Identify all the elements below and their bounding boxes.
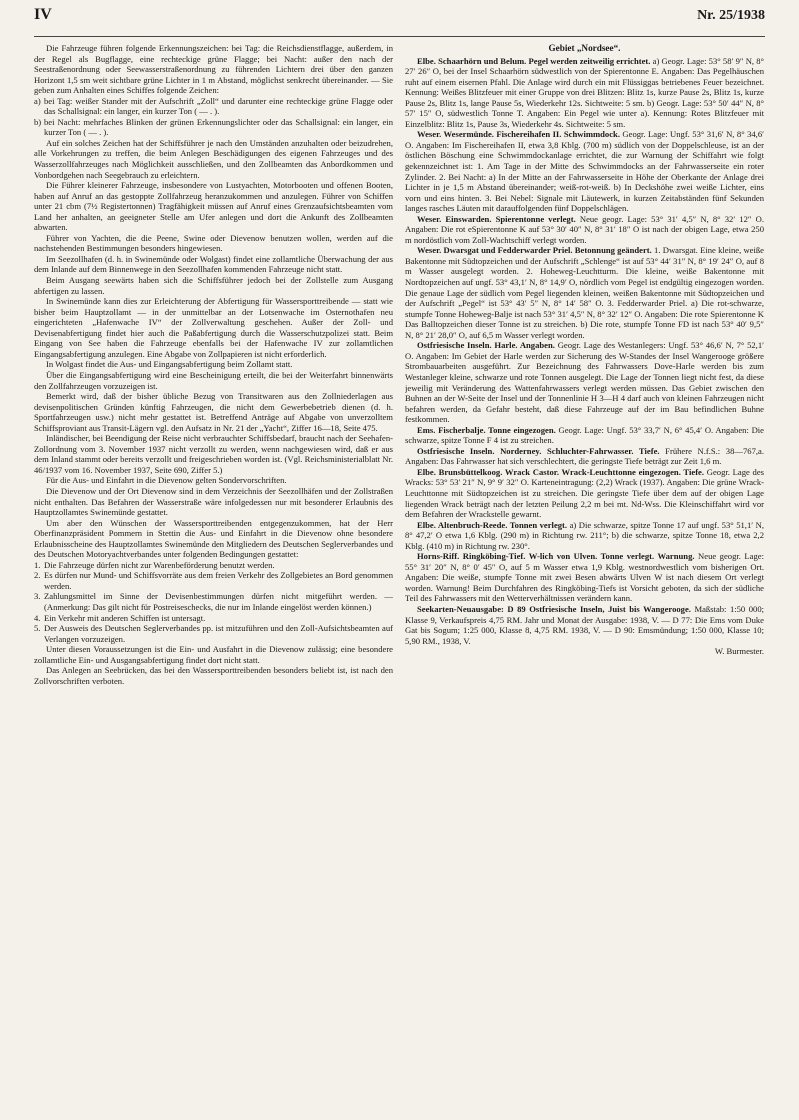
notice-text: Geogr. Lage des Westanlegers: Ungf. 53° 46,6′ N, 7° 52,1′ O. Angaben: Im Gebiet der Harle werden zur Sicherung des W-Standes der Insel Wangerooge größere Strombauarbeiten ausgeführt. Zur Bezeichnung des Fahrwassers Dove-Harle werden bis zum Westanleger kleine, schwarze und rote Tonnen ausgelegt. Die Lage der Tonnen liegt nicht fest, da diese jeweilig mit Veränderung des Wattenfahrwassers verlegt werden müssen. Das Gebiet zwischen den Buhnen an der W-Seite der Insel und der Tonnenlinie H 3—H 4 darf auch von kleinen Fahrzeugen nicht befahren werden, da Gefahr besteht, daß diese Fahrzeuge auf der im Bau befindlichen Buhne festkommen. — [405, 340, 764, 425]
notice-text: Geogr. Lage: Ungf. 53° 33,7′ N, 6° 45,4′ O. Angaben: Die schwarze, spitze Tonne F 4 ist zu streichen. — [405, 424, 764, 446]
left-column — [34, 43, 393, 1118]
paragraph: Die Dievenow und der Ort Dievenow sind in dem Verzeichnis der Seezollhäfen und der Zollstraßen nicht enthalten. Das Befahren der Wasserstraße wäre infolgedessen nur mit besonderer Erlaubnis des Hauptzollamtes Swinemünde gestattet. — [34, 485, 393, 518]
list-item — [34, 96, 393, 117]
notice-entry — [405, 214, 764, 246]
notice-text: a) Geogr. Lage: 53° 58′ 9″ N, 8° 27′ 26″ O, bei der Insel Schaarhörn südwestlich von der Spierentonne E. Angaben: Das Pegelhäuschen ruht auf einem eisernen Pfahl. Die Anlage wird durch ein mit Flüssiggas betriebenes Feuer bezeichnet. Kennung: Weißes Blitzfeuer mit einer Gruppe von drei Blitzen: Blitz 1s, kurze Pause 2s, Blitz 1s, kurze Pause 2s, Blitz 1s, lange Pause 5s, Wiederkehr 12s. Sichtweite: 5 sm. b) Geogr. Lage: 53° 50′ 44″ N, 8° 57′ 15″ O, südwestlich Tonne T. Angaben: Ein Pegel wie unter a). Kennung: Rotes Blitzfeuer mit Einzelblitz: Blitz 1s, Pause 3s, Wiederkehr 4s. Sichtweite: 5 sm. — [405, 55, 764, 129]
notice-entry — [405, 245, 764, 340]
signature: W. Burmester. — [714, 646, 764, 657]
notice-heading: Elbe. Schaarhörn und Belum. Pegel werden zeitweilig errichtet. — [417, 55, 651, 66]
paragraph: Bemerkt wird, daß der bisher übliche Bezug von Transitwaren aus den Zollniederlagen aus devisenpolitischen Gründen künftig Fahrzeugen, die nicht dem Gewerbebetrieb dienen (d. h. Sportfahrzeugen usw.) nicht mehr gestattet ist. Betreffend Anträge auf Abgabe von unverzolltem Schiffsproviant aus Transit-Lägern vgl. den Aufsatz in Nr. 21 der „Yacht“, Ziffer 16—18, Seite 475. — [34, 391, 393, 433]
list-item-label: 3. — [34, 591, 41, 602]
notice-text: Geogr. Lage des Wracks: 53° 53′ 21″ N, 9° 9′ 32″ O. Karteneintragung: (2,2) Wrack (1937). Angaben: Die grüne Wrack-Leuchttonne mit Südtopzeichen ist zu streichen. Die geringste Tiefe über dem auf der obigen Lage liegenden Wrack beträgt nach der letzten Peilung 2,2 m bei mt. Nd-Wss. Die Kleinschiffahrt wird vor dem Befahren der Wrackstelle gewarnt. — [405, 466, 764, 520]
list-item — [34, 623, 393, 644]
list-item — [34, 613, 393, 624]
notice-entry — [405, 520, 764, 552]
region-title: Gebiet „Nordsee“. — [548, 43, 621, 53]
notice-heading: Weser. Einswarden. Spierentonne verlegt. — [417, 213, 576, 224]
notice-heading: Elbe. Brunsbüttelkoog. Wrack Castor. Wrack-Leuchttonne eingezogen. Tiefe. — [417, 466, 705, 477]
list-item-text: Zahlungsmittel im Sinne der Devisenbestimmungen dürfen nicht mitgeführt werden. — (Anmerkung: Das gilt nicht für Postreiseschecks, die nur im Inlande eingelöst werden können.) — [44, 591, 393, 612]
notice-text: 1. Dwarsgat. Eine kleine, weiße Bakentonne mit Südtopzeichen und der Aufschrift „Schlenge“ ist auf 53° 44′ 31″ N, 8° 19′ 24″ O, auf 8 m Wasser ausgelegt worden. 2. Hoheweg-Leuchtturm. Die kleine, weiße Bakentonne mit Nordtopzeichen auf ungf. 53° 43,1′ N, 8° 14,9′ O, nördlich vom Pegel ist endgültig eingezogen worden. Die genaue Lage der südlich vom Pegel liegenden kleinen, weißen Bakentonne mit Südtopzeichen und der Aufschrift „Pegel“ ist 53° 43′ 5″ N, 8° 14′ 58″ O. 3. Fedderwarder Priel. a) Die rot-schwarze, stumpfe Tonne Hoheweg-Balje ist nach 53° 31′ 4,5″ N, 8° 32′ 12″ O. Angaben: Die rote Spierentonne K Das Balltopzeichen dieser Tonne ist zu streichen. b) Die rote, stumpfe Tonne FD ist nach 53° 40′ 9,5″ N, 8° 21′ 28,0″ O, auf 6,5 m Wasser verlegt worden. — [405, 245, 764, 340]
list-item — [34, 570, 393, 591]
paragraph: Für die Aus- und Einfahrt in die Dievenow gelten Sondervorschriften. — [46, 475, 287, 486]
list-item — [34, 117, 393, 138]
notice-text: Neue geogr. Lage: 55° 31′ 20″ N, 8° 0′ 45″ O, auf 5 m Wasser etwa 1,9 Kblg. westnordwestlich vom bisherigen Ort. Angaben: Die weiße, stumpfe Tonne mit zwei Besen abwärts Ulven W ist nach diesem Ort verlegt worden. Warnung! Beim Durchfahren des Ringköbing-Tiefs ist Vorsicht geboten, da sich der südliche Teil des Fahrwassers mit den Wetterverhältnissen verändern kann. — [405, 551, 764, 604]
notices-list — [405, 56, 764, 647]
notice-heading: Ems. Fischerbalje. Tonne eingezogen. — [417, 424, 556, 435]
paragraph: Um aber den Wünschen der Wassersporttreibenden entgegenzukommen, hat der Herr Oberfinanzpräsident Pommern in Stettin die Aus- und Einfahrt in die Dievenow ohne besondere Erlaubnisscheine des Hauptzollamtes Swinemünde den Mitgliedern des Deutschen Seglerverbandes und des Deutschen Motoryachtverbandes unter folgenden Bedingungen gestattet: — [34, 517, 393, 560]
notice-entry — [405, 425, 764, 446]
notice-heading: Elbe. Altenbruch-Reede. Tonnen verlegt. — [417, 519, 568, 530]
paragraph: In Wolgast findet die Aus- und Eingangsabfertigung beim Zollamt statt. — [46, 359, 293, 370]
notice-entry — [405, 56, 764, 130]
page-header — [34, 6, 765, 37]
notice-entry — [405, 551, 764, 604]
notice-text: Neue geogr. Lage: 53° 31′ 4,5″ N, 8° 32′ 12″ O. Angaben: Die rot eSpierentonne K auf 53° 30′ 40″ N, 8° 31′ 18″ O ist nach der obigen Lage, etwa 250 m nordöstlich vom Zoll-Wachtschiff verlegt worden. — [405, 213, 764, 245]
list-item — [34, 560, 393, 571]
list-item — [34, 591, 393, 612]
notice-entry — [405, 129, 764, 213]
list-item-text: Ein Verkehr mit anderen Schiffen ist untersagt. — [44, 612, 206, 623]
paragraph: Führer von Yachten, die die Peene, Swine oder Dievenow benutzen wollen, werden auf die nachstehenden Bestimmungen besonders hingewiesen. — [34, 232, 393, 254]
list-item-label: 4. — [34, 612, 41, 623]
notice-heading: Ostfriesische Inseln. Norderney. Schluchter-Fahrwasser. Tiefe. — [417, 445, 660, 456]
notice-heading: Weser. Wesermünde. Fischereihafen II. Schwimmdock. — [417, 129, 620, 140]
notice-text: Geogr. Lage: Ungf. 53° 31,6′ N, 8° 34,6′ O. Angaben: Im Fischereihafen II, etwa 3,8 Kblg. (700 m) südlich von der Doppelschleuse, ist an der östlichen Böschung eine Schwimmdockanlage errichtet, die zur Warnung der Schiffahrt wie folgt gekennzeichnet ist: 1. Am Tage in der Mitte des Schwimmdocks an der Fahrwasserseite ein roter Zylinder. 2. Bei Nacht: a) In der Mitte an der Fahrwasserseite in Höhe der Oberkante der Anlage drei Lichter in je 1,5 m Abstand übereinander; weiß-rot-weiß. b) In Deckshöhe zwei weiße Lichter, eins vorn und eins hinten. 3. Bei Nebel: Signale mit Läutewerk, in kurzen Zeitabständen fünf Sekunden langes rasches Läuten mit darauffolgenden fünf Doppelschlägen. — [405, 129, 764, 214]
right-column — [405, 43, 764, 1118]
notice-heading: Ostfriesische Inseln. Harle. Angaben. — [417, 340, 555, 351]
notice-entry — [405, 604, 764, 646]
page-number: IV — [34, 6, 52, 23]
paragraph: Über die Eingangsabfertigung wird eine Bescheinigung erteilt, die bei der Weiterfahrt binnenwärts den Zollfahrzeugen vorzuzeigen ist. — [34, 369, 393, 391]
list-item-text: bei Tag: weißer Stander mit der Aufschrift „Zoll“ und darunter eine rechteckige grüne Flagge oder das Schallsignal: ein langer, ein kurzer Ton ( — . ). — [44, 95, 393, 117]
list-item-label: 1. — [34, 559, 41, 570]
list-item-label: 5. — [34, 623, 41, 634]
notice-entry — [405, 467, 764, 520]
issue-number: Nr. 25/1938 — [697, 8, 765, 23]
paragraph: Unter diesen Voraussetzungen ist die Ein- und Ausfahrt in die Dievenow zulässig; eine besondere zollamtliche Ein- und Ausgangsabfertigung findet dort nicht statt. — [34, 644, 393, 665]
notice-text: Maßstab: 1:50 000; Klasse 9, Verkaufspreis 4,75 RM. Jahr und Monat der Ausgabe: 1938, V. — D 77: Die Ems vom Duke Gat bis Sogum; 1:25 000, Klasse 8, 4,75 RM. 1938, V. — D 90: Emsmündung; 1:50 000, Klasse 10; 5,90 RM., 1938, V. — [405, 603, 764, 646]
list-item-text: Es dürfen nur Mund- und Schiffsvorräte aus dem freien Verkehr des Zollgebietes an Bord genommen werden. — [44, 570, 393, 591]
notice-heading: Weser. Dwarsgat und Fedderwarder Priel. Betonnung geändert. — [417, 245, 652, 256]
list-item-label: 2. — [34, 570, 41, 581]
paragraph: Die Führer kleinerer Fahrzeuge, insbesondere von Lustyachten, Motorbooten und offenen Booten, haben auf Anruf an das gestoppte Zollfahrzeug heranzukommen und anzulegen. Führer von Schiffen unter 21 cbm (7½ Registertonnen) Tragfähigkeit müssen auf Anruf eines Grenzaufsichtsbeamten vom Land her anhalten, an geeigneter Stelle am Ufer anlegen und dort die Ankunft des Zollbeamten abwarten. — [34, 180, 393, 233]
paragraph: Die Fahrzeuge führen folgende Erkennungszeichen: bei Tag: die Reichsdienstflagge, außerdem, in der Regel als Bugflagge, eine rechteckige grüne Flagge; bei Nacht: außer den nach der Seestraßenordnung oder Seewasserstraßenordnung zu führenden Lichtern drei über den ganzen Horizont 1,5 sm weit sichtbare grüne Lichter in 1 m Abstand, möglichst senkrecht übereinander. — Sie geben zum Anhalten eines Schiffes folgende Zeichen: — [34, 43, 393, 96]
paragraph: In Swinemünde kann dies zur Erleichterung der Abfertigung für Wassersporttreibende — statt wie bisher beim Hauptzollamt — in der unmittelbar an der Lotsenwache im Osternothafen neu eingerichteten „Hafenwache IV“ der Zollverwaltung geschehen. Außer der Zoll- und Devisenabfertigung findet hier auch die Paßabfertigung durch die Wasserschutzpolizei statt. Beim Eingang von See haben die Fahrzeuge ebenfalls bei der Hafenwache IV zur zollamtlichen Eingangsabfertigung anzulegen. Eine Abgabe von Zollpapieren ist nicht erforderlich. — [34, 296, 393, 359]
list-item-text: Die Fahrzeuge dürfen nicht zur Warenbeförderung benutzt werden. — [44, 559, 275, 570]
list-item-label: a) — [34, 95, 41, 106]
columns — [34, 43, 765, 1118]
paragraph: Im Seezollhafen (d. h. in Swinemünde oder Wolgast) findet eine zollamtliche Überwachung der aus dem Inlande auf dem Binnenwege in den Seezollhafen kommenden Fahrzeuge nicht statt. — [34, 253, 393, 275]
notice-text: a) Die schwarze, spitze Tonne 17 auf ungf. 53° 51,1′ N, 8° 47,2′ O etwa 1,6 Kblg. (290 m) in Richtung rw. 211°; b) die schwarze, spitze Tonne 18, etwa 2,2 Kblg. (410 m) in Richtung rw. 230°. — [405, 519, 764, 551]
notice-heading: Horns-Riff. Ringköbing-Tief. W-lich von Ulven. Tonne verlegt. Warnung. — [417, 551, 695, 562]
notice-entry — [405, 340, 764, 424]
paragraph: Beim Ausgang seewärts haben sich die Schiffsführer jedoch bei der Zollstelle zum Ausgang abfertigen zu lassen. — [34, 275, 393, 296]
paragraph: Auf ein solches Zeichen hat der Schiffsführer je nach den Umständen anzuhalten oder beizudrehen, alle Vorkehrungen zu treffen, die beim Anlegen Beschädigungen des eigenen Fahrzeuges und des Wasserzollfahrzeuges nach Möglichkeit ausschließen, und den Zollbeamten das Anbordkommen und Vonbordgehen nach Seegebrauch zu erleichtern. — [34, 137, 393, 180]
paragraph: Inländischer, bei Beendigung der Reise nicht verbrauchter Schiffsbedarf, braucht nach der Seehafen-Zollordnung vom 3. November 1937 nicht verzollt zu werden, wenn nachgewiesen wird, daß er aus dem Inland stammt oder bereits verzollt und freigeschrieben worden ist. (Vgl. Reichsministerialblatt Nr. 46/1937 vom 16. November 1937, Seite 690, Ziffer 5.) — [34, 433, 393, 475]
notice-entry — [405, 446, 764, 467]
notice-text: Frühere N.f.S.: 38—767,a. Angaben: Das Fahrwasser hat sich verschlechtert, die geringste Tiefe beträgt zur Zeit 1,6 m. — [405, 445, 764, 467]
list-item-text: Der Ausweis des Deutschen Seglerverbandes pp. ist mitzuführen und den Zoll-Aufsichtsbeamten auf Verlangen vorzuzeigen. — [44, 623, 393, 644]
notice-heading: Seekarten-Neuausgabe: D 89 Ostfriesische Inseln, Juist bis Wangerooge. — [417, 603, 691, 614]
paragraph: Das Anlegen an Seebrücken, das bei den Wassersporttreibenden besonders beliebt ist, ist nach den Zollvorschriften verboten. — [34, 665, 393, 686]
list-item-text: bei Nacht: mehrfaches Blinken der grünen Erkennungslichter oder das Schallsignal: ein langer, ein kurzer Ton ( — . ). — [44, 116, 393, 138]
list-item-label: b) — [34, 116, 42, 127]
